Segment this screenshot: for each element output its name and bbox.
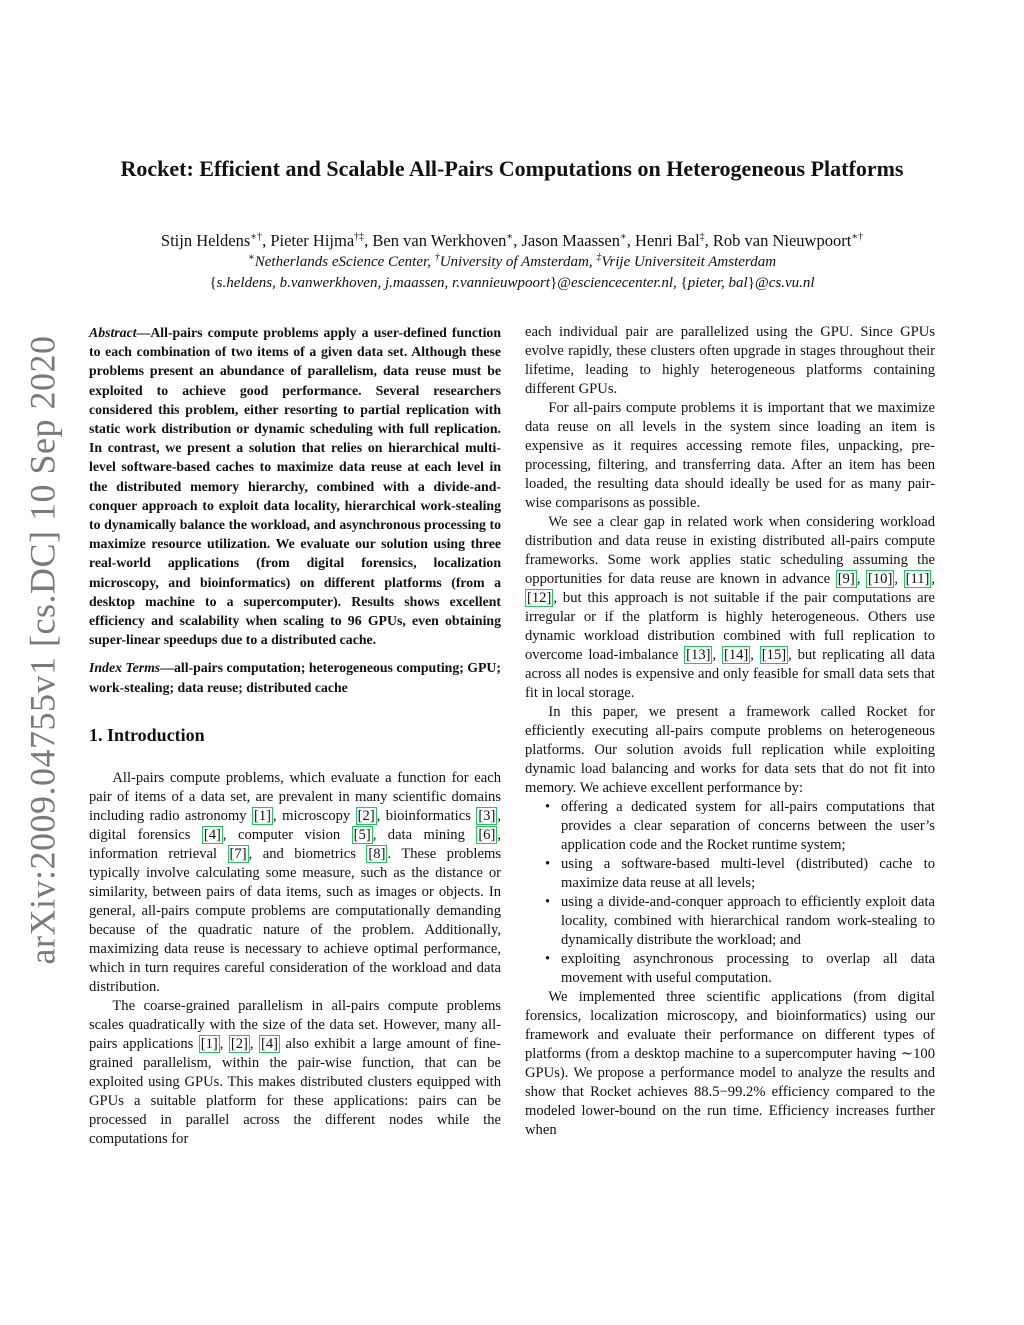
abstract-text: —All-pairs compute problems apply a user-defined function to each combination of two items of a given data set. Although these problems present an abundance of parallelism, data reuse must be exploited to achieve good performance. Several researchers considered this problem, either resorting to partial replication with static work distribution or dynamic scheduling with full replication. In contrast, we present a solution that relies on hierarchical multi-level software-based caches to maximize data reuse at each level in the distributed memory hierarchy, combined with a divide-and-conquer approach to exploit data locality, hierarchical work-stealing to dynamically balance the workload, and asynchronous processing to maximize resource utilization. We evaluate our solution using three real-world applications (from digital forensics, localization microscopy, and bioinformatics) on different platforms (from a desktop machine to a supercomputer). Results shows excellent efficiency and scalability when scaling to 96 GPUs, even obtaining super-linear speedups due to a distributed cache. (89, 325, 501, 648)
citation-link[interactable]: [4] (203, 826, 221, 843)
arxiv-identifier: arXiv:2009.04755v1 [cs.DC] 10 Sep 2020 (22, 335, 63, 965)
affiliation: Netherlands eScience Center, (254, 254, 435, 270)
list-item: • offering a dedicated system for all-pairs computations that provides a clear separation of concerns between the user’s application code and the Rocket runtime system; (561, 798, 935, 855)
text: , bioinformatics (376, 807, 477, 824)
right-column (525, 323, 935, 1140)
text: also exhibit a large amount of fine-grained parallelism, within the pair-wise function, that can be exploited using GPUs. This makes distributed clusters equipped with GPUs a suitable platform for these applications: pairs can be processed in parallel across the different nodes while the computations for (89, 1035, 502, 1147)
left-column (89, 323, 501, 1149)
paragraph: each individual pair are parallelized using the GPU. Since GPUs evolve rapidly, these clusters often upgrade in stages throughout their lifetime, leading to highly heterogeneous platforms containing different GPUs. (525, 324, 935, 397)
text: We see a clear gap in related work when considering workload distribution and data reuse in existing distributed all-pairs compute frameworks. Some work applies static scheduling assuming the opportunities for data reuse are known in advance (525, 514, 935, 587)
paragraph (525, 513, 935, 703)
index-terms-text: —all-pairs computation; heterogeneous computing; GPU; work-stealing; data reuse; distributed cache (89, 660, 501, 695)
text: , (219, 1035, 229, 1052)
text: , microscopy (273, 807, 356, 824)
author-name: Ben van Werkhoven (372, 231, 507, 250)
text: , digital forensics (89, 807, 501, 843)
citation-link[interactable]: [3] (478, 807, 496, 824)
index-terms (89, 658, 501, 696)
citation-link[interactable]: [13] (686, 647, 711, 663)
citation-link[interactable]: [5] (353, 826, 371, 843)
abstract (89, 323, 501, 649)
text: , and biometrics (248, 845, 367, 862)
affiliation-marker: † (434, 252, 440, 263)
paper-title: Rocket: Efficient and Scalable All-Pairs Computations on Heterogeneous Platforms (120, 156, 904, 181)
email-users: pieter, bal (687, 275, 748, 291)
author-marker: ∗ (620, 231, 627, 243)
paragraph (89, 997, 501, 1149)
abstract-label: Abstract (89, 325, 137, 340)
affiliation-marker: ‡ (596, 252, 602, 263)
citation-link[interactable]: [15] (761, 647, 787, 663)
paragraph: In this paper, we present a framework called Rocket for efficiently executing all-pairs compute problems on heterogeneous platforms. Our solution avoids full replication while exploiting dynamic load balancing and works for data sets that do not fit into memory. We achieve excellent performance by: (525, 704, 935, 796)
citation-link[interactable]: [14] (723, 647, 749, 663)
list-item: • exploiting asynchronous processing to overlap all data movement with useful computation. (561, 950, 935, 988)
list-item: • using a divide-and-conquer approach to efficiently exploit data locality, combined with hierarchical random work-stealing to dynamically distribute the workload; and (561, 893, 935, 950)
paragraph: For all-pairs compute problems it is important that we maximize data reuse on all levels in the system since loading an item is expensive as it requires accessing remote files, unpacking, pre-processing, filtering, and transferring data. After an item has been loaded, the resulting data should ideally be used for as many pair-wise comparisons as possible. (525, 400, 935, 511)
author-name: Jason Maassen (521, 231, 620, 250)
author-marker: ∗ (506, 231, 514, 243)
citation-link[interactable]: [10] (867, 571, 893, 587)
citation-link[interactable]: [11] (905, 571, 930, 587)
text: , (712, 647, 722, 663)
paragraph: We implemented three scientific applications (from digital forensics, localization microscopy, and bioinformatics) using our framework and evaluate their performance on different types of platforms (from a desktop machine to a supercomputer having ∼100 GPUs). We propose a performance model to analyze the results and show that Rocket achieves 88.5−99.2% efficiency compared to the modeled lower-bound on the run time. Efficiency increases further when (525, 989, 935, 1138)
author-name: Pieter Hijma (270, 231, 355, 250)
affiliations (0, 254, 1024, 271)
citation-link[interactable]: [7] (229, 845, 247, 862)
author-marker: ‡ (699, 231, 705, 243)
citation-link[interactable]: [1] (254, 807, 272, 824)
text: , (931, 571, 936, 587)
citation-link[interactable]: [2] (230, 1035, 248, 1052)
text: , (894, 571, 904, 587)
section-heading: 1. Introduction (89, 724, 205, 745)
affiliation-marker: ∗ (247, 252, 255, 263)
arxiv-sidebar-stamp (18, 335, 66, 965)
email-users: s.heldens, b.vanwerkhoven, j.maassen, r.vannieuwpoort (216, 275, 550, 291)
index-terms-label: Index Terms (89, 660, 161, 676)
list-item: • using a software-based multi-level (distributed) cache to maximize data reuse at all levels; (561, 855, 935, 893)
author-name: Stijn Heldens (160, 231, 251, 250)
citation-link[interactable]: [12] (527, 590, 552, 606)
citation-link[interactable]: [2] (357, 807, 375, 824)
text: , (856, 571, 866, 587)
text: , information retrieval (89, 826, 501, 862)
citation-link[interactable]: [6] (478, 826, 496, 843)
text: , but this approach is not suitable if the pair computations are irregular or if the platform is highly heterogeneous. Others use dynamic workload distribution combined with full replication to overcome load-imbalance (525, 590, 935, 663)
email-domain: @cs.vu.nl (754, 275, 815, 291)
affiliation: Vrije Universiteit Amsterdam (601, 254, 777, 270)
text: All-pairs compute problems, which evaluate a function for each pair of items of a data set, are prevalent in many scientific domains including radio astronomy (89, 769, 501, 824)
text: The coarse-grained parallelism in all-pairs compute problems scales quadratically with the size of the data set. However, many all-pairs applications (89, 997, 501, 1052)
author-name: Rob van Nieuwpoort (712, 231, 852, 250)
author-emails: {s.heldens, b.vanwerkhoven, j.maassen, r.vannieuwpoort}@esciencecenter.nl, {pieter, bal}@cs.vu.nl (209, 275, 815, 291)
citation-link[interactable]: [9] (837, 571, 855, 587)
text: , (249, 1035, 260, 1052)
author-marker: †‡ (354, 231, 365, 243)
author-list: Stijn Heldens∗†, Pieter Hijma†‡, Ben van Werkhoven∗, Jason Maassen∗, Henri Bal‡, Rob van Nieuwpoort∗† (160, 231, 864, 250)
text: . These problems typically involve calculating some measure, such as the distance or similarity, between pairs of data items, such as images or objects. In general, all-pairs compute problems are computationally demanding because of the quadratic nature of the problem. Additionally, maximizing data reuse is necessary to achieve optimal performance, which in turn requires careful consideration of the workload and data distribution. (89, 845, 501, 995)
citation-link[interactable]: [4] (261, 1035, 279, 1052)
email-domain: @esciencecenter.nl, (557, 275, 681, 291)
citation-link[interactable]: [1] (200, 1035, 218, 1052)
author-name: Henri Bal (635, 231, 700, 250)
text: , (750, 647, 760, 663)
author-marker: ∗† (851, 231, 864, 243)
text: , data mining (372, 826, 477, 843)
contribution-list (525, 798, 935, 988)
text: , but replicating all data across all nodes is expensive and only feasible for small data sets that fit in local storage. (525, 647, 936, 701)
author-marker: ∗† (250, 231, 263, 243)
paragraph (89, 769, 501, 997)
text: , computer vision (222, 826, 352, 843)
citation-link[interactable]: [8] (368, 845, 386, 862)
affiliation: University of Amsterdam, (439, 254, 597, 270)
